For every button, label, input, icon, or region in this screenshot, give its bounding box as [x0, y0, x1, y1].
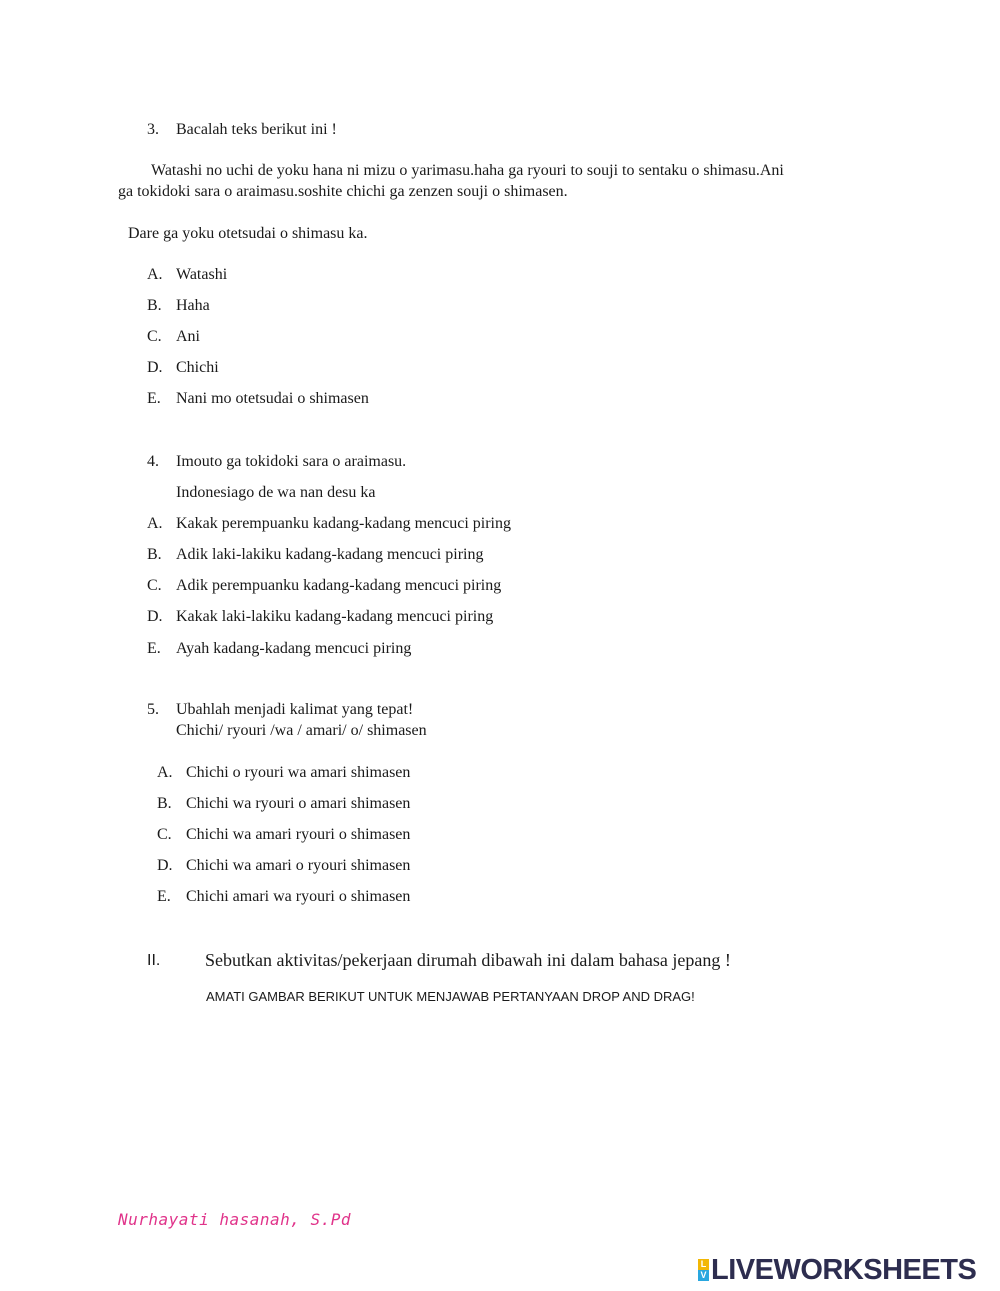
q3-option-d: Chichi [176, 359, 219, 376]
q4-option-d: Kakak laki-lakiku kadang-kadang mencuci piring [176, 608, 494, 625]
q4-option-d-letter: D. [147, 608, 163, 625]
q4-option-e-letter: E. [147, 640, 161, 657]
q3-option-c: Ani [176, 328, 200, 345]
q5-option-c: Chichi wa amari ryouri o shimasen [186, 826, 411, 843]
q4-option-b: Adik laki-lakiku kadang-kadang mencuci piring [176, 546, 484, 563]
q4-line2: Indonesiago de wa nan desu ka [176, 484, 376, 501]
q4-option-c-letter: C. [147, 577, 162, 594]
q3-instruction: Bacalah teks berikut ini ! [176, 121, 337, 138]
q4-option-c: Adik perempuanku kadang-kadang mencuci piring [176, 577, 502, 594]
q5-number: 5. [147, 701, 159, 718]
section2-note: AMATI GAMBAR BERIKUT UNTUK MENJAWAB PERTANYAAN DROP AND DRAG! [206, 989, 695, 1004]
q3-option-b-letter: B. [147, 297, 162, 314]
author-signature: Nurhayati hasanah, S.Pd [118, 1210, 352, 1229]
q3-option-b: Haha [176, 297, 210, 314]
q5-option-c-letter: C. [157, 826, 172, 843]
liveworksheets-logo[interactable] [698, 1254, 976, 1286]
q4-option-b-letter: B. [147, 546, 162, 563]
q5-option-a: Chichi o ryouri wa amari shimasen [186, 764, 411, 781]
logo-blocks-icon [698, 1259, 709, 1281]
q3-number: 3. [147, 121, 159, 138]
q5-line2: Chichi/ ryouri /wa / amari/ o/ shimasen [176, 722, 427, 739]
q3-passage-line1: Watashi no uchi de yoku hana ni mizu o yarimasu.haha ga ryouri to souji to sentaku o shimasu.Ani [151, 162, 784, 179]
q4-option-a-letter: A. [147, 515, 163, 532]
q5-option-b-letter: B. [157, 795, 172, 812]
section2-numeral: II. [147, 952, 161, 969]
q5-option-a-letter: A. [157, 764, 173, 781]
logo-text: LIVEWORKSHEETS [711, 1253, 977, 1286]
logo-block-v: V [698, 1270, 709, 1281]
q4-line1: Imouto ga tokidoki sara o araimasu. [176, 453, 407, 470]
logo-block-l: L [698, 1259, 709, 1270]
q5-option-d-letter: D. [157, 857, 173, 874]
q4-option-e: Ayah kadang-kadang mencuci piring [176, 640, 412, 657]
q3-passage-line2: ga tokidoki sara o araimasu.soshite chichi ga zenzen souji o shimasen. [118, 183, 568, 200]
q5-option-e-letter: E. [157, 888, 171, 905]
q3-option-a-letter: A. [147, 266, 163, 283]
q3-question: Dare ga yoku otetsudai o shimasu ka. [128, 225, 368, 242]
section2-heading: Sebutkan aktivitas/pekerjaan dirumah dibawah ini dalam bahasa jepang ! [205, 950, 731, 970]
q3-option-a: Watashi [176, 266, 228, 283]
q5-option-d: Chichi wa amari o ryouri shimasen [186, 857, 411, 874]
q5-line1: Ubahlah menjadi kalimat yang tepat! [176, 701, 414, 718]
q4-number: 4. [147, 453, 159, 470]
q3-option-d-letter: D. [147, 359, 163, 376]
q4-option-a: Kakak perempuanku kadang-kadang mencuci piring [176, 515, 511, 532]
q3-option-c-letter: C. [147, 328, 162, 345]
q3-option-e: Nani mo otetsudai o shimasen [176, 390, 369, 407]
q5-option-e: Chichi amari wa ryouri o shimasen [186, 888, 411, 905]
q3-option-e-letter: E. [147, 390, 161, 407]
q5-option-b: Chichi wa ryouri o amari shimasen [186, 795, 411, 812]
